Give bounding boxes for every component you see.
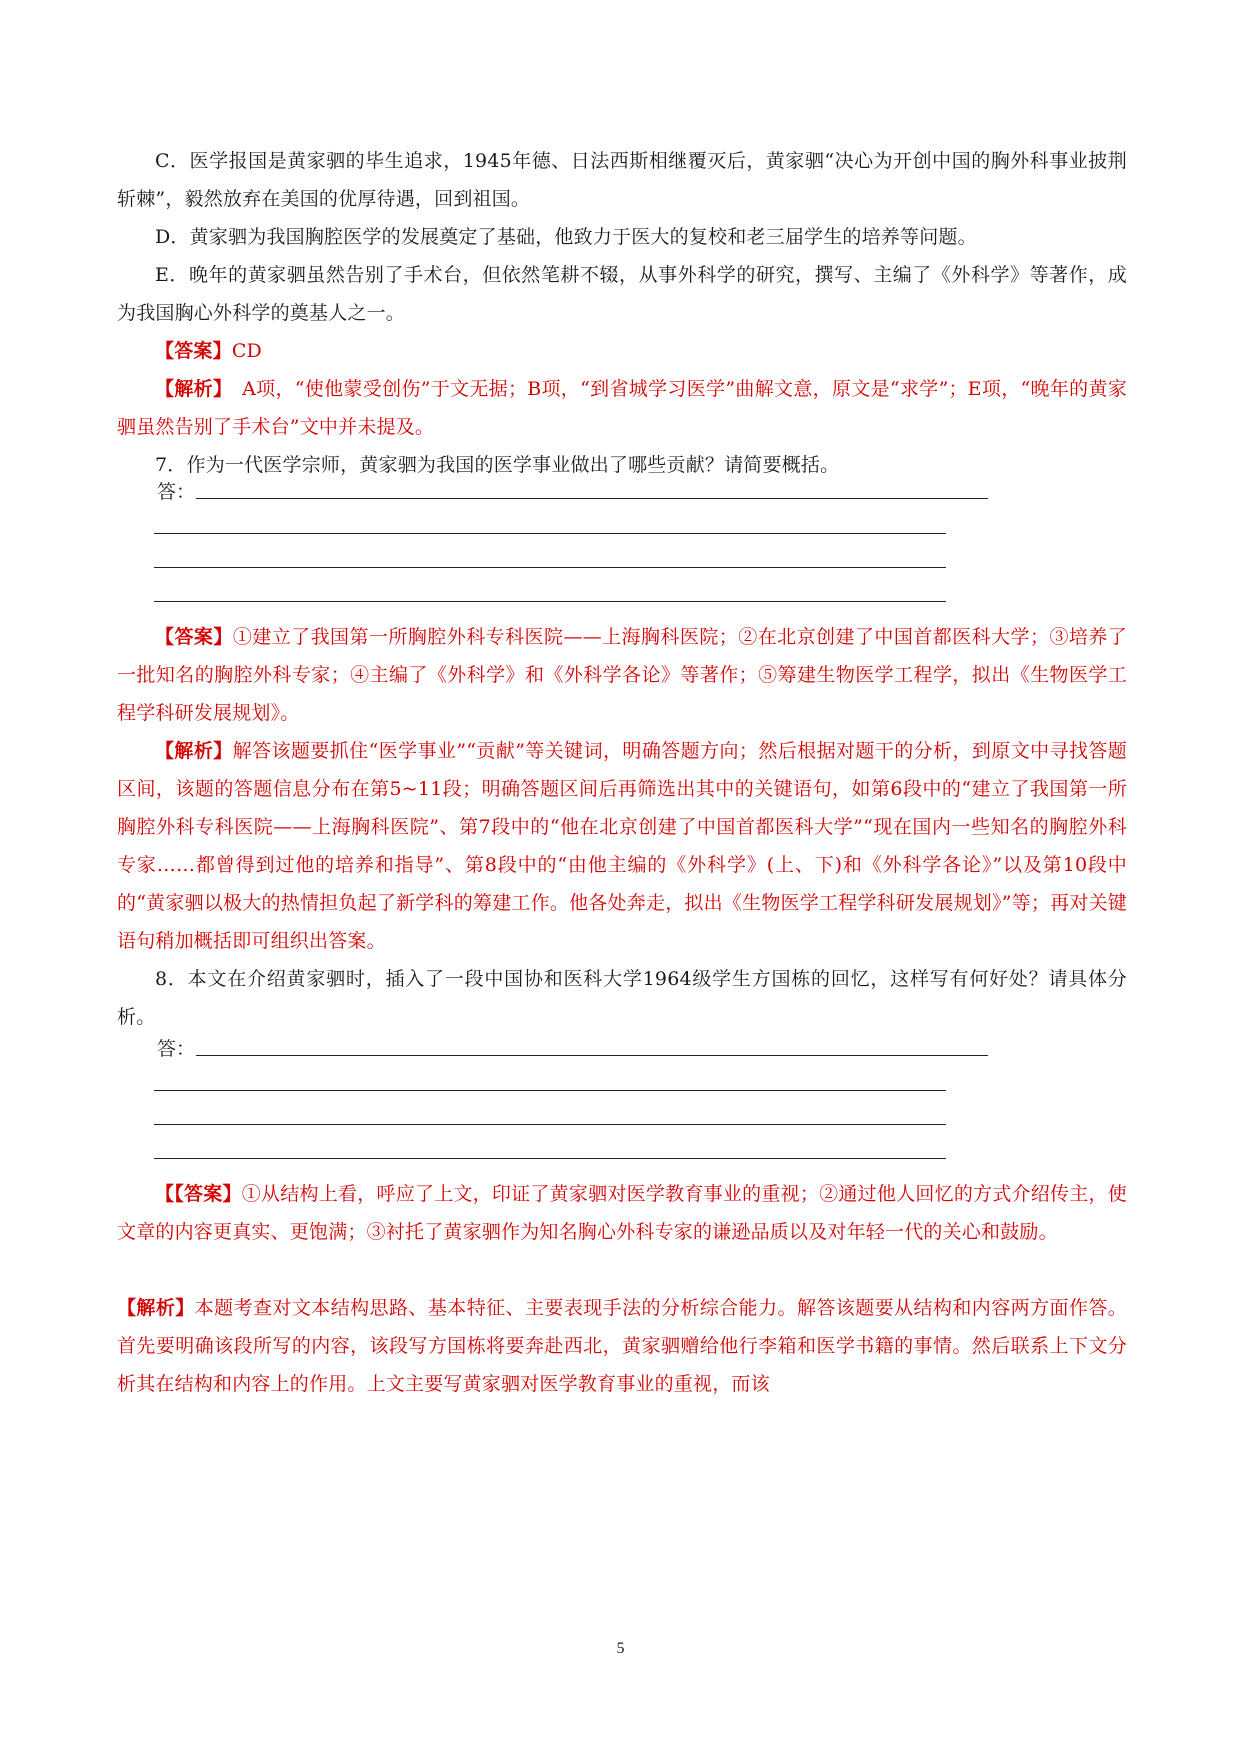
answer-line[interactable] <box>154 1158 946 1159</box>
q8-answer <box>117 1175 1127 1251</box>
analysis-tag: 【解析】 <box>155 378 223 400</box>
analysis-tag: 【解析】 <box>117 1297 195 1319</box>
option-c: C．医学报国是黄家驷的毕生追求，1945年德、日法西斯相继覆灭后，黄家驷“决心为开创中国的胸外科事业披荆斩棘”，毅然放弃在美国的优厚待遇，回到祖国。 <box>117 150 1127 210</box>
q8-answer-label: 答： <box>157 1038 196 1060</box>
answer-line[interactable] <box>196 498 988 499</box>
answer-tag: 【答案】 <box>155 626 233 648</box>
answer-tag: 【答案】 <box>155 340 232 362</box>
answer-line[interactable] <box>154 533 946 534</box>
analysis-text: 本题考查对文本结构思路、基本特征、主要表现手法的分析综合能力。解答该题要从结构和内容两方面作答。首先要明确该段所写的内容，该段写方国栋将要奔赴西北，黄家驷赠给他行李箱和医学书籍的事情。然后联系上下文分析其在结构和内容上的作用。上文主要写黄家驷对医学教育事业的重视，而该 <box>117 1297 1127 1395</box>
analysis-tag: 【解析】 <box>155 740 233 762</box>
analysis-text: 解答该题要抓住“医学事业”“贡献”等关键词，明确答题方向；然后根据对题干的分析，到原文中寻找答题区间，该题的答题信息分布在第5~11段；明确答题区间后再筛选出其中的关键语句，如第6段中的“建立了我国第一所胸腔外科专科医院——上海胸科医院”、第7段中的“他在北京创建了中国首都医科大学”“现在国内一些知名的胸腔外科专家……都曾得到过他的培养和指导”、第8段中的“由他主编的《外科学》(上、下)和《外科学各论》”以及第10段中的“黄家驷以极大的热情担负起了新学科的筹建工作。他各处奔走，拟出《生物医学工程学科研发展规划》”等；再对关键语句稍加概括即可组织出答案。 <box>117 740 1127 952</box>
q6-analysis <box>117 370 1127 446</box>
option-e: E．晚年的黄家驷虽然告别了手术台，但依然笔耕不辍，从事外科学的研究，撰写、主编了《外科学》等著作，成为我国胸心外科学的奠基人之一。 <box>117 264 1127 324</box>
q6-answer <box>117 332 1127 370</box>
answer-line[interactable] <box>196 1055 988 1056</box>
answer-line[interactable] <box>154 567 946 568</box>
page-number: 5 <box>616 1640 625 1657</box>
answer-tag: 【【答案】 <box>155 1183 242 1205</box>
answer-line[interactable] <box>154 1090 946 1091</box>
q7-question: 7．作为一代医学宗师，黄家驷为我国的医学事业做出了哪些贡献？请简要概括。 <box>155 454 840 476</box>
answer-text: ①建立了我国第一所胸腔外科专科医院——上海胸科医院；②在北京创建了中国首都医科大学；③培养了一批知名的胸腔外科专家；④主编了《外科学》和《外科学各论》等著作；⑤筹建生物医学工程学，拟出《生物医学工程学科研发展规划》。 <box>117 626 1128 724</box>
analysis-text: A项，“使他蒙受创伤”于文无据；B项，“到省城学习医学”曲解文意，原文是“求学”；E项，“晚年的黄家驷虽然告别了手术台”文中并未提及。 <box>117 378 1128 438</box>
q7-analysis <box>117 732 1127 960</box>
answer-line[interactable] <box>154 1124 946 1125</box>
q7-answer-label: 答： <box>157 481 196 503</box>
answer-text: ①从结构上看，呼应了上文，印证了黄家驷对医学教育事业的重视；②通过他人回忆的方式介绍传主，使文章的内容更真实、更饱满；③衬托了黄家驷作为知名胸心外科专家的谦逊品质以及对年轻一代的关心和鼓励。 <box>117 1183 1127 1243</box>
answer-text: CD <box>231 340 262 362</box>
q7-answer <box>117 618 1127 732</box>
answer-line[interactable] <box>154 601 946 602</box>
q8-question: 8．本文在介绍黄家驷时，插入了一段中国协和医科大学1964级学生方国栋的回忆，这样写有何好处？请具体分析。 <box>117 968 1127 1028</box>
q8-analysis <box>117 1289 1127 1403</box>
option-d: D．黄家驷为我国胸腔医学的发展奠定了基础，他致力于医大的复校和老三届学生的培养等问题。 <box>155 226 977 248</box>
